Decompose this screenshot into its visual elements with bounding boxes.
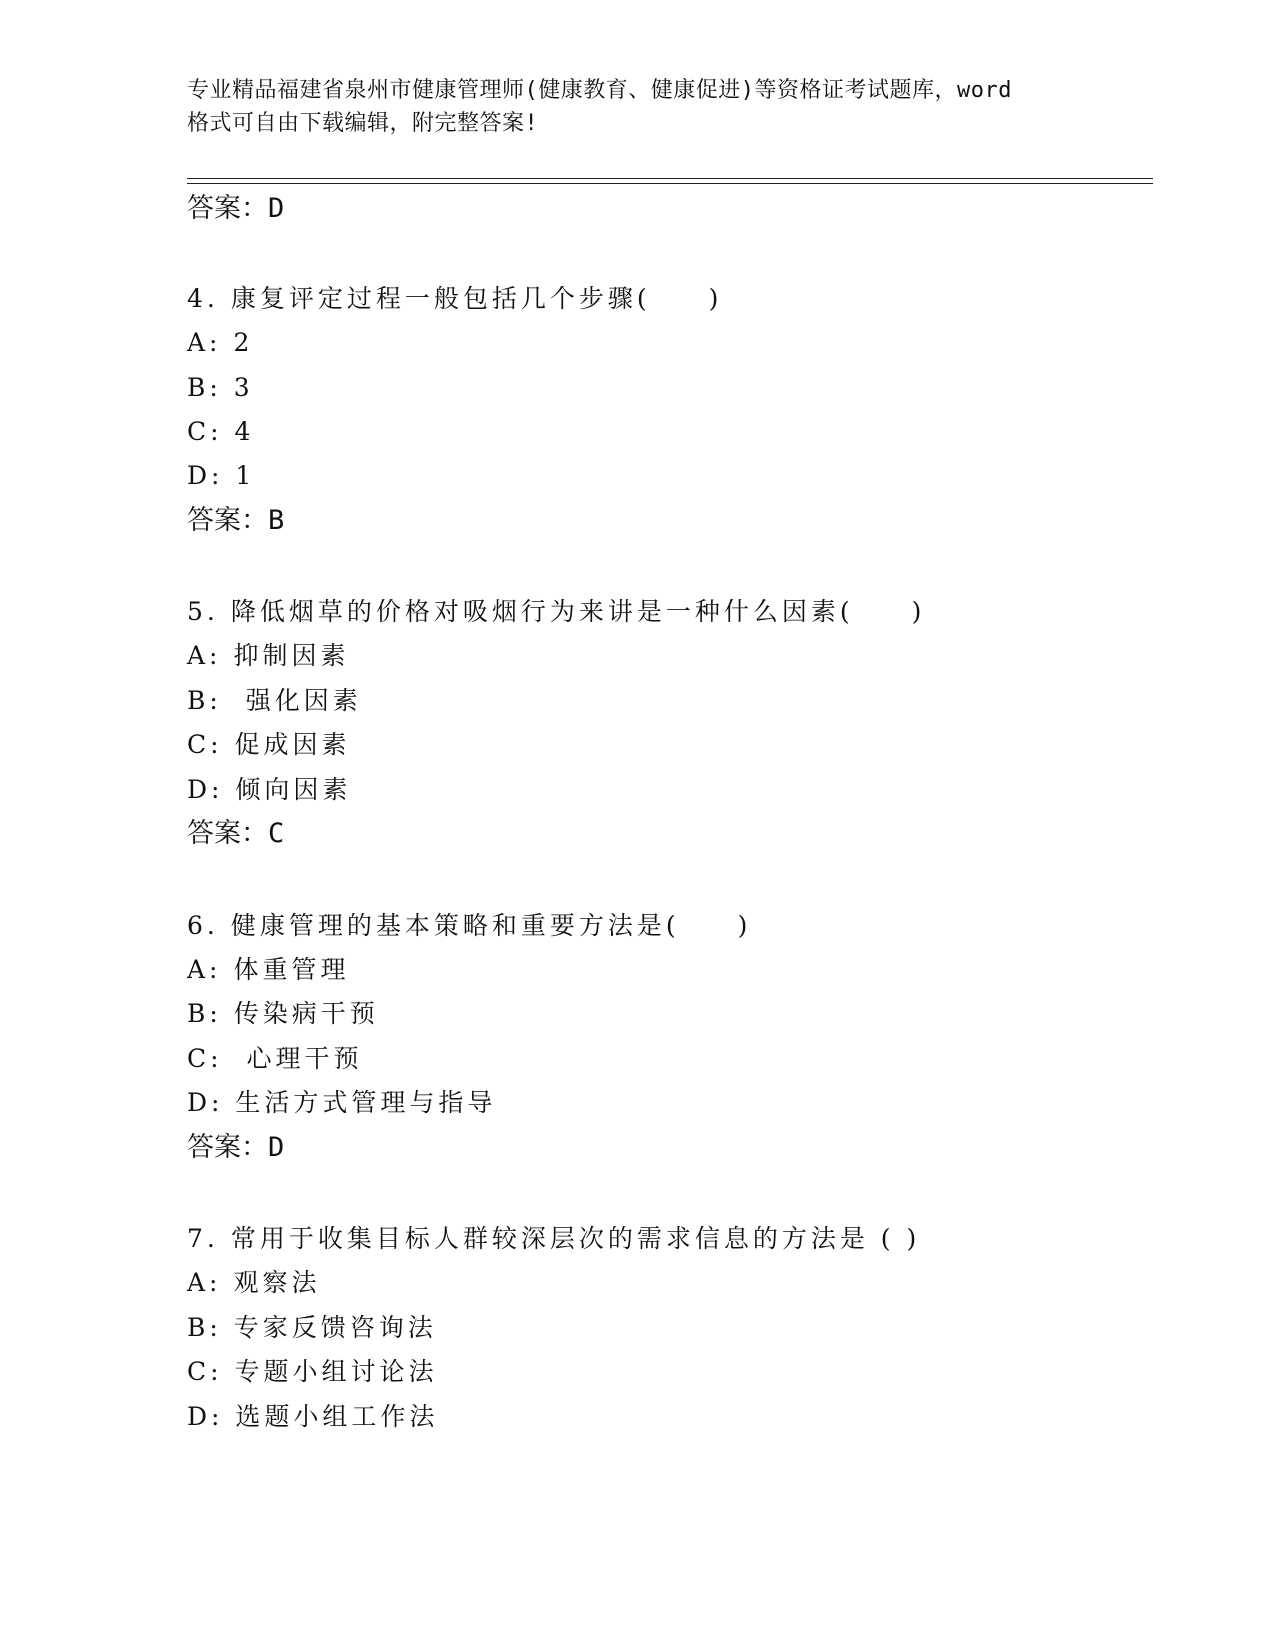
option-text: 传染病干预 [233,999,379,1028]
option-text: 体重管理 [233,955,350,984]
question-text: 降低烟草的价格对吸烟行为来讲是一种什么因素( ) [230,597,926,626]
header-line-2: 格式可自由下载编辑，附完整答案! [187,111,539,136]
document-header [187,74,1087,140]
answer-line [187,192,284,226]
answer-value: D [268,1132,285,1163]
option-key: A: [187,328,222,357]
option-b [187,1311,437,1345]
option-key: C: [187,417,223,446]
option-text: 专题小组讨论法 [234,1357,438,1386]
option-key: C: [187,1357,223,1386]
question-number: 5. [187,597,219,626]
option-text: 倾向因素 [235,775,352,804]
option-key: D: [187,1088,224,1117]
option-a [187,326,253,360]
option-text: 1 [235,461,256,490]
option-key: B: [187,686,222,715]
option-text: 促成因素 [234,730,351,759]
option-text: 选题小组工作法 [235,1402,439,1431]
question-5 [187,595,925,629]
option-key: D: [187,775,224,804]
option-d [187,773,351,807]
answer-label: 答案： [187,818,268,849]
header-line-1: 专业精品福建省泉州市健康管理师(健康教育、健康促进)等资格证考试题库，word [187,78,1012,103]
option-key: D: [187,1402,224,1431]
option-c [187,415,254,449]
option-text: 观察法 [233,1268,321,1297]
option-d [187,1086,496,1120]
question-text: 康复评定过程一般包括几个步骤( ) [230,284,723,313]
answer-line [187,1131,284,1165]
option-text: 抑制因素 [233,641,350,670]
option-text: 3 [233,373,254,402]
header-divider-top [187,178,1153,179]
option-c [187,1042,362,1076]
option-c [187,1355,438,1389]
question-6 [187,909,751,943]
answer-line [187,504,284,538]
option-key: B: [187,373,222,402]
option-a [187,639,349,673]
option-text: 2 [233,328,254,357]
option-d [187,459,255,493]
option-key: C: [187,730,223,759]
option-key: B: [187,1313,222,1342]
option-key: C: [187,1044,223,1073]
question-text: 常用于收集目标人群较深层次的需求信息的方法是 ( ) [230,1224,921,1253]
option-text: 4 [234,417,255,446]
option-key: B: [187,999,222,1028]
header-divider-bottom [187,183,1153,184]
option-text: 专家反馈咨询法 [233,1313,437,1342]
option-c [187,728,351,762]
answer-line [187,817,284,851]
question-number: 6. [187,911,219,940]
option-key: A: [187,955,222,984]
option-b [187,997,379,1031]
option-key: D: [187,461,224,490]
option-b [187,684,362,718]
option-text: 强化因素 [233,686,362,715]
question-number: 7. [187,1224,219,1253]
option-text: 生活方式管理与指导 [235,1088,497,1117]
answer-value: B [268,505,285,536]
answer-label: 答案： [187,505,268,536]
option-b [187,371,254,405]
answer-label: 答案： [187,1132,268,1163]
option-a [187,1266,320,1300]
option-a [187,953,349,987]
option-text: 心理干预 [234,1044,363,1073]
answer-value: D [268,193,285,224]
option-key: A: [187,641,222,670]
answer-label: 答案： [187,193,268,224]
question-4 [187,282,722,316]
question-number: 4. [187,284,219,313]
answer-value: C [268,818,285,849]
option-key: A: [187,1268,222,1297]
question-text: 健康管理的基本策略和重要方法是( ) [230,911,752,940]
question-7 [187,1222,920,1256]
option-d [187,1400,438,1434]
